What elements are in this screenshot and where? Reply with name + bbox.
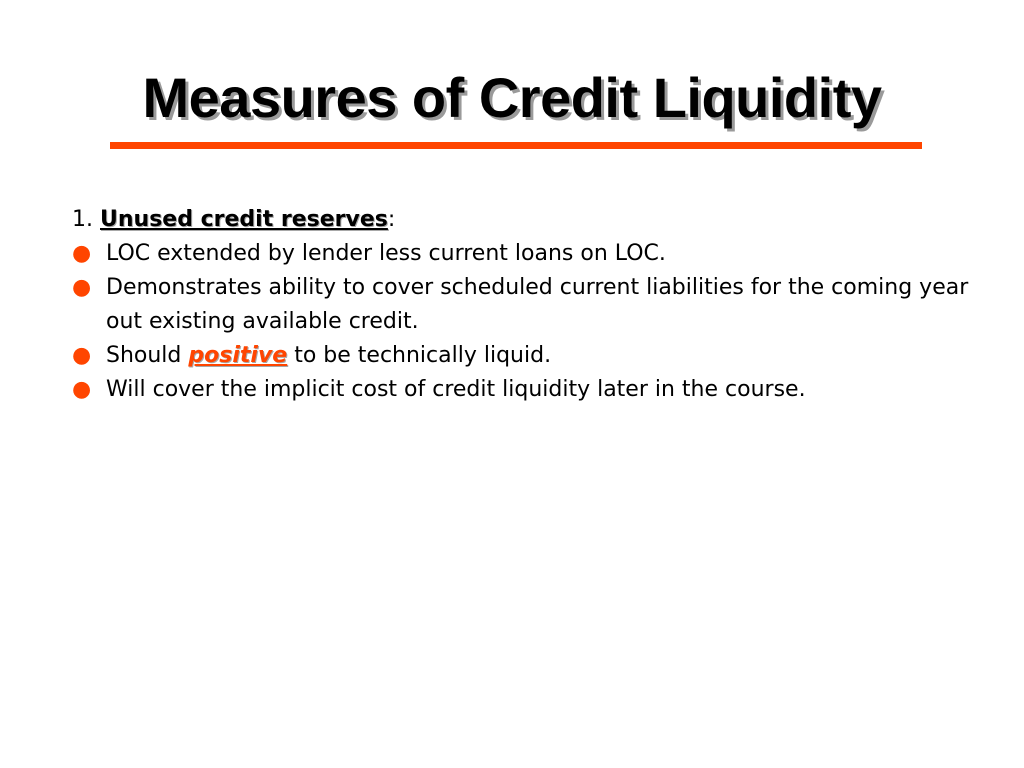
bullet-dot-icon: ● <box>72 343 92 368</box>
section-term: Unused credit reserves <box>100 207 388 232</box>
bullet-item <box>72 339 972 373</box>
bullet-item <box>72 237 972 271</box>
bullet-item <box>72 271 972 339</box>
bullet-dot-icon: ● <box>72 275 92 300</box>
slide-title: Measures of Credit Liquidity <box>142 66 882 129</box>
bullet-emphasis: positive <box>188 343 288 368</box>
title-underline-rule <box>110 142 922 149</box>
bullet-text-before: Should <box>106 343 189 368</box>
bullet-dot-icon: ● <box>72 377 92 402</box>
bullet-text: Demonstrates ability to cover scheduled current liabilities for the coming year out existing available credit. <box>106 275 969 334</box>
bullet-dot-icon: ● <box>72 241 92 266</box>
bullet-text-after: to be technically liquid. <box>287 343 552 368</box>
slide-content <box>72 203 972 407</box>
section-heading <box>72 203 972 237</box>
section-number: 1. <box>72 207 93 232</box>
bullet-text: Will cover the implicit cost of credit liquidity later in the course. <box>106 377 806 402</box>
section-suffix: : <box>387 207 396 232</box>
bullet-item <box>72 373 972 407</box>
bullet-text: LOC extended by lender less current loans on LOC. <box>106 241 666 266</box>
